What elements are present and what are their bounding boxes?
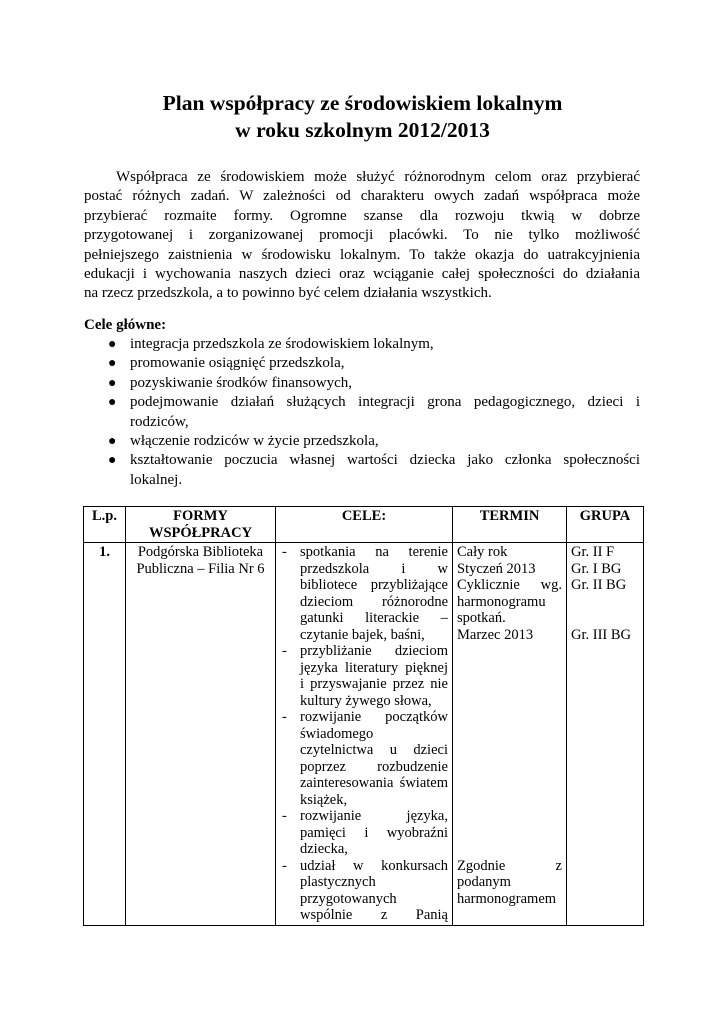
header-goals: CELE: <box>276 507 453 543</box>
table-row <box>84 543 644 926</box>
bullet-icon: ● <box>108 434 117 450</box>
bullet-icon: ● <box>108 453 117 469</box>
dash-marker: - <box>282 808 287 824</box>
goal-line: książek, <box>300 791 348 808</box>
goal-line: przygotowanych <box>300 890 397 907</box>
intro-line: na rzecz przedszkola, a to powinno być celem działania wszystkich. <box>84 285 492 302</box>
row-group <box>567 543 644 926</box>
goal-text: promowanie osiągnięć przedszkola, <box>130 355 345 372</box>
table-header-row <box>84 507 644 543</box>
header-group: GRUPA <box>567 507 644 543</box>
goal-line: czytanie bajek, baśni, <box>300 626 425 643</box>
goal-line: przybliżanie dzieciom <box>300 643 448 659</box>
goal-item <box>84 393 640 432</box>
bullet-icon: ● <box>108 395 117 411</box>
form-line: Podgórska Biblioteka <box>137 544 264 560</box>
goal-item <box>84 374 640 393</box>
form-line: Publiczna – Filia Nr 6 <box>136 560 265 577</box>
goal-text: integracja przedszkola ze środowiskiem lokalnym, <box>130 336 434 352</box>
goal-text: podejmowanie działań służących integracji grona pedagogicznego, dzieci i <box>130 394 640 411</box>
goal-line: przedszkola i w <box>300 560 448 577</box>
goal-text: rodziców, <box>130 413 189 430</box>
row-goals <box>276 543 453 926</box>
goal-item <box>84 451 640 490</box>
group-line: Gr. I BG <box>571 560 622 577</box>
term-line: Cyklicznie wg. <box>457 577 562 593</box>
goal-line: wspólnie z Panią <box>300 907 448 923</box>
term-line: harmonogramu <box>457 593 546 610</box>
goals-heading: Cele główne: <box>84 317 167 333</box>
term-line: podanym <box>457 874 511 890</box>
intro-line: edukacji i wychowania naszych dzieci oraz wciąganie całej społeczności do działania <box>84 266 640 283</box>
goal-item <box>84 335 640 354</box>
goal-line: udział w konkursach <box>300 857 448 874</box>
goal-line: rozwijanie początków <box>300 709 448 725</box>
bullet-icon: ● <box>108 375 117 391</box>
row-term <box>453 543 567 926</box>
dash-marker: - <box>282 857 287 874</box>
goal-text: lokalnej. <box>130 471 183 488</box>
header-forms <box>126 507 276 543</box>
term-line: harmonogramem <box>457 890 557 907</box>
goals-list <box>84 335 640 490</box>
goal-text: włączenie rodziców w życie przedszkola, <box>130 433 379 450</box>
dash-marker: - <box>282 643 287 659</box>
document-title: Plan współpracy ze środowiskiem lokalnym <box>162 91 563 115</box>
document-subtitle: w roku szkolnym 2012/2013 <box>235 118 490 142</box>
intro-line: pełniejszego zaistnienia w środowisku lokalnym. To także okazja do uatrakcyjnienia <box>84 246 640 263</box>
cooperation-table <box>83 506 644 926</box>
goal-text: kształtowanie poczucia własnej wartości dziecka jako członka społeczności <box>130 452 640 469</box>
goal-line: poprzez rozbudzenie <box>300 758 448 775</box>
goal-line: plastycznych <box>300 874 376 890</box>
header-lp: L.p. <box>84 507 126 543</box>
group-line: Gr. III BG <box>571 626 632 643</box>
goal-line: spotkania na terenie <box>300 544 448 560</box>
goal-line: zainteresowania światem <box>300 775 448 791</box>
term-line: Zgodnie z <box>457 857 562 874</box>
intro-line: przybierać rozmaite formy. Ogromne szanse dla rozwoju tkwią w dobrze <box>84 207 640 224</box>
group-line: Gr. II BG <box>571 577 627 593</box>
goal-entry <box>280 544 448 643</box>
bullet-icon: ● <box>108 337 117 352</box>
term-line: Cały rok <box>457 544 508 560</box>
goal-entry <box>280 643 448 709</box>
header-term: TERMIN <box>453 507 567 543</box>
row-form <box>126 543 276 926</box>
row-number: 1. <box>84 543 126 926</box>
term-line: Styczeń 2013 <box>457 560 536 577</box>
goal-line: bibliotece przybliżające <box>300 577 448 593</box>
intro-line: Współpraca ze środowiskiem może służyć różnorodnym celom oraz przybierać <box>116 169 640 185</box>
goal-item <box>84 432 640 451</box>
term-line: Marzec 2013 <box>457 626 534 643</box>
header-forms-line: WSPÓŁPRACY <box>148 524 253 541</box>
goal-entry <box>280 808 448 858</box>
intro-paragraph <box>84 168 640 304</box>
dash-marker: - <box>282 544 287 560</box>
goal-line: dzieciom różnorodne <box>300 593 448 610</box>
bullet-icon: ● <box>108 356 117 372</box>
goal-line: pamięci i wyobraźni <box>300 824 448 841</box>
goal-line: rozwijanie języka, <box>300 808 448 824</box>
goal-line: dziecka, <box>300 841 348 857</box>
goal-line: czytelnictwa u dzieci <box>300 742 448 758</box>
goal-line: kultury żywego słowa, <box>300 692 432 709</box>
goal-line: gatunki literackie – <box>300 610 448 626</box>
goal-line: i przyswajanie przez nie <box>300 676 448 692</box>
goal-entry <box>280 858 448 924</box>
goal-line: języka literatury pięknej <box>300 659 448 676</box>
intro-line: postać różnych zadań. W zależności od charakteru owych zadań współpraca może <box>84 188 640 205</box>
intro-line: przygotowanej i zorganizowanej promocji placówki. To nie tylko możliwość <box>84 227 640 244</box>
term-line: spotkań. <box>457 610 506 626</box>
dash-marker: - <box>282 709 287 725</box>
group-line: Gr. II F <box>571 544 615 560</box>
goal-text: pozyskiwanie środków finansowych, <box>130 374 353 391</box>
goal-item <box>84 354 640 373</box>
goal-entry <box>280 709 448 808</box>
header-forms-line: FORMY <box>173 508 228 524</box>
goal-line: świadomego <box>300 725 374 742</box>
